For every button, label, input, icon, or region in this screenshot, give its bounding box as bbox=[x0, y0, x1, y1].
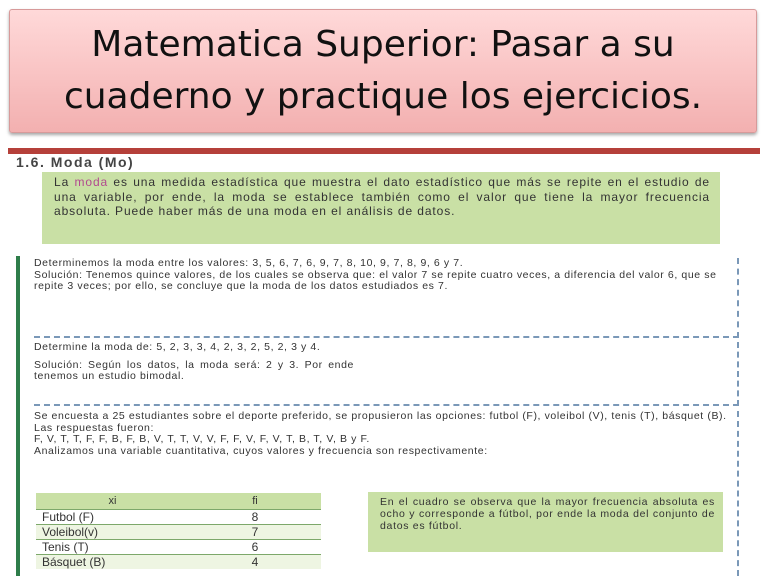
table-cell-f: 6 bbox=[189, 540, 321, 555]
table-header-row bbox=[36, 493, 321, 510]
slide-title-box bbox=[9, 9, 757, 133]
section-title: 1.6. Moda (Mo) bbox=[16, 154, 135, 170]
examples-left-rule bbox=[16, 256, 20, 576]
table-row bbox=[36, 540, 321, 555]
example-3-responses: F, V, T, T, F, F, B, F, B, V, T, T, V, V, F, F, V, F, V, T, B, T, V, B y F. bbox=[34, 433, 370, 445]
example-1-question: Determinemos la moda entre los valores: 3, 5, 6, 7, 6, 9, 7, 8, 10, 9, 7, 8, 9, 6 y 7. bbox=[34, 257, 464, 269]
example-3-intro: Se encuesta a 25 estudiantes sobre el deporte preferido, se propusieron las opciones: futbol (F), voleibol (V), tenis (T), básquet (B). Las respuestas fueron: bbox=[34, 410, 727, 434]
definition-prefix: La bbox=[54, 175, 75, 189]
column-header-f: fi bbox=[189, 493, 321, 510]
table-cell-f: 4 bbox=[189, 555, 321, 570]
table-cell-x: Voleibol(v) bbox=[36, 525, 189, 540]
definition-box bbox=[42, 172, 720, 244]
example-1 bbox=[34, 258, 739, 338]
example-2 bbox=[34, 342, 739, 406]
definition-highlight: moda bbox=[74, 175, 109, 189]
slide-title: Matematica Superior: Pasar a su cuaderno y practique los ejercicios. bbox=[63, 24, 703, 117]
column-header-x: xi bbox=[36, 493, 189, 510]
example-2-question: Determine la moda de: 5, 2, 3, 3, 4, 2, 3, 2, 5, 2, 3 y 4. bbox=[34, 341, 321, 353]
conclusion-box: En el cuadro se observa que la mayor frecuencia absoluta es ocho y corresponde a fútbol, por ende la moda del conjunto de datos es fútbol. bbox=[368, 492, 723, 552]
definition-body: es una medida estadística que muestra el dato estadístico que más se repite en el estudio de una variable, por ende, la moda se establece también como el valor que tiene la mayor frecuencia absoluta. Puede haber más de una moda en el análisis de datos. bbox=[54, 175, 710, 218]
table-row bbox=[36, 555, 321, 570]
table-row bbox=[36, 510, 321, 525]
example-3-analysis: Analizamos una variable cuantitativa, cuyos valores y frecuencia son respectivamente: bbox=[34, 444, 488, 457]
example-1-solution: Solución: Tenemos quince valores, de los cuales se observa que: el valor 7 se repite cuatro veces, a diferencia del valor 6, que se repite 3 veces; por ello, se concluye que la moda de los datos estudiados es 7. bbox=[34, 268, 717, 292]
table-cell-x: Tenis (T) bbox=[36, 540, 189, 555]
table-cell-f: 7 bbox=[189, 525, 321, 540]
example-2-solution: Solución: Según los datos, la moda será: 2 y 3. Por ende tenemos un estudio bimodal. bbox=[34, 358, 354, 382]
table-cell-x: Futbol (F) bbox=[36, 510, 189, 525]
table-row bbox=[36, 525, 321, 540]
table-cell-f: 8 bbox=[189, 510, 321, 525]
textbook-page bbox=[8, 148, 760, 576]
frequency-table bbox=[36, 493, 321, 569]
table-cell-x: Básquet (B) bbox=[36, 555, 189, 570]
